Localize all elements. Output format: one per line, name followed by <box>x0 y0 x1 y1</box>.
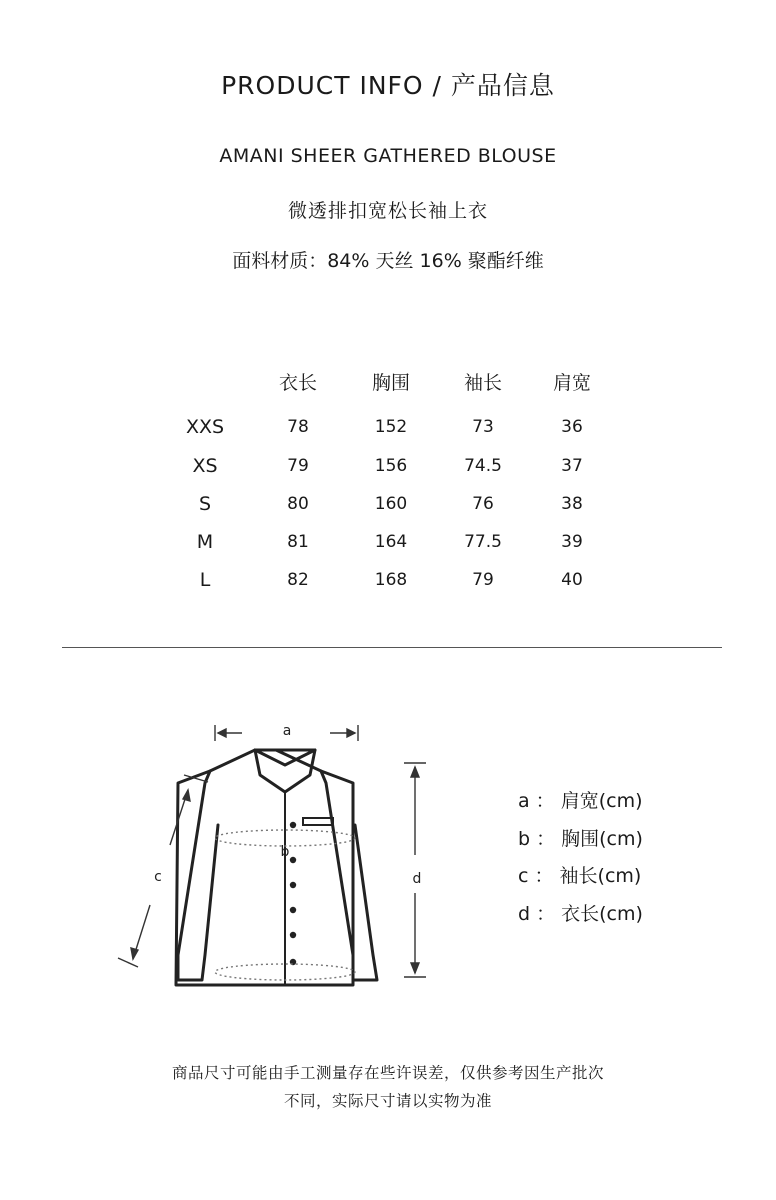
dimension-a-label: a <box>282 723 292 739</box>
table-row <box>150 412 610 442</box>
shirt-measurement-diagram <box>110 715 440 1009</box>
table-cell: 81 <box>287 532 309 552</box>
pocket-icon <box>303 818 333 825</box>
table-cell: 37 <box>561 456 583 476</box>
legend-item-a: a ： 肩宽(cm) <box>518 790 643 812</box>
dimension-d-arrow-icon <box>404 763 426 977</box>
header-chest: 胸围 <box>371 372 410 394</box>
table-cell: 80 <box>287 494 309 514</box>
table-cell: 36 <box>561 417 583 437</box>
table-cell: 78 <box>287 417 309 437</box>
table-cell: 40 <box>561 570 583 590</box>
buttons-icon <box>290 822 296 965</box>
table-cell: 77.5 <box>464 532 502 552</box>
table-cell: 164 <box>374 532 408 552</box>
table-cell: 82 <box>287 570 309 590</box>
table-cell: 73 <box>472 417 494 437</box>
size-label: XXS <box>185 416 225 438</box>
shirt-outline-icon <box>110 715 440 1005</box>
size-label: M <box>196 531 214 553</box>
dimension-c-arrow-icon <box>118 775 208 967</box>
product-name-en: AMANI SHEER GATHERED BLOUSE <box>219 145 557 167</box>
table-cell: 156 <box>374 456 408 476</box>
dimension-d-label: d <box>412 871 422 887</box>
disclaimer-line-2: 不同，实际尺寸请以实物为准 <box>283 1092 492 1110</box>
size-table-header-row <box>150 368 610 398</box>
table-cell: 76 <box>472 494 494 514</box>
header-sleeve: 袖长 <box>463 372 502 394</box>
table-cell: 160 <box>374 494 408 514</box>
page-title: PRODUCT INFO / 产品信息 <box>221 71 555 100</box>
size-label: L <box>199 569 211 591</box>
table-row <box>150 489 610 519</box>
header-shoulder: 肩宽 <box>552 372 591 394</box>
legend-item-c: c ： 袖长(cm) <box>518 865 642 887</box>
dimension-b-label: b <box>280 844 290 860</box>
table-cell: 79 <box>472 570 494 590</box>
header-length: 衣长 <box>278 372 317 394</box>
table-cell: 38 <box>561 494 583 514</box>
legend-item-d: d ： 衣长(cm) <box>518 902 643 925</box>
product-name-cn: 微透排扣宽松长袖上衣 <box>287 200 488 222</box>
table-row <box>150 451 610 481</box>
legend-item-b: b ： 胸围(cm) <box>518 827 643 850</box>
table-row <box>150 527 610 557</box>
table-cell: 152 <box>374 417 408 437</box>
material-composition: 面料材质：84% 天丝 16% 聚酯纤维 <box>232 250 544 272</box>
table-cell: 168 <box>374 570 408 590</box>
table-cell: 79 <box>287 456 309 476</box>
section-divider <box>62 647 722 648</box>
dimension-c-label: c <box>154 869 162 885</box>
table-cell: 39 <box>561 532 583 552</box>
size-label: S <box>198 493 212 515</box>
table-row <box>150 565 610 595</box>
table-cell: 74.5 <box>464 456 502 476</box>
measurement-legend <box>518 786 643 936</box>
disclaimer-line-1: 商品尺寸可能由手工测量存在些许误差，仅供参考因生产批次 <box>171 1064 604 1082</box>
size-label: XS <box>192 455 218 477</box>
